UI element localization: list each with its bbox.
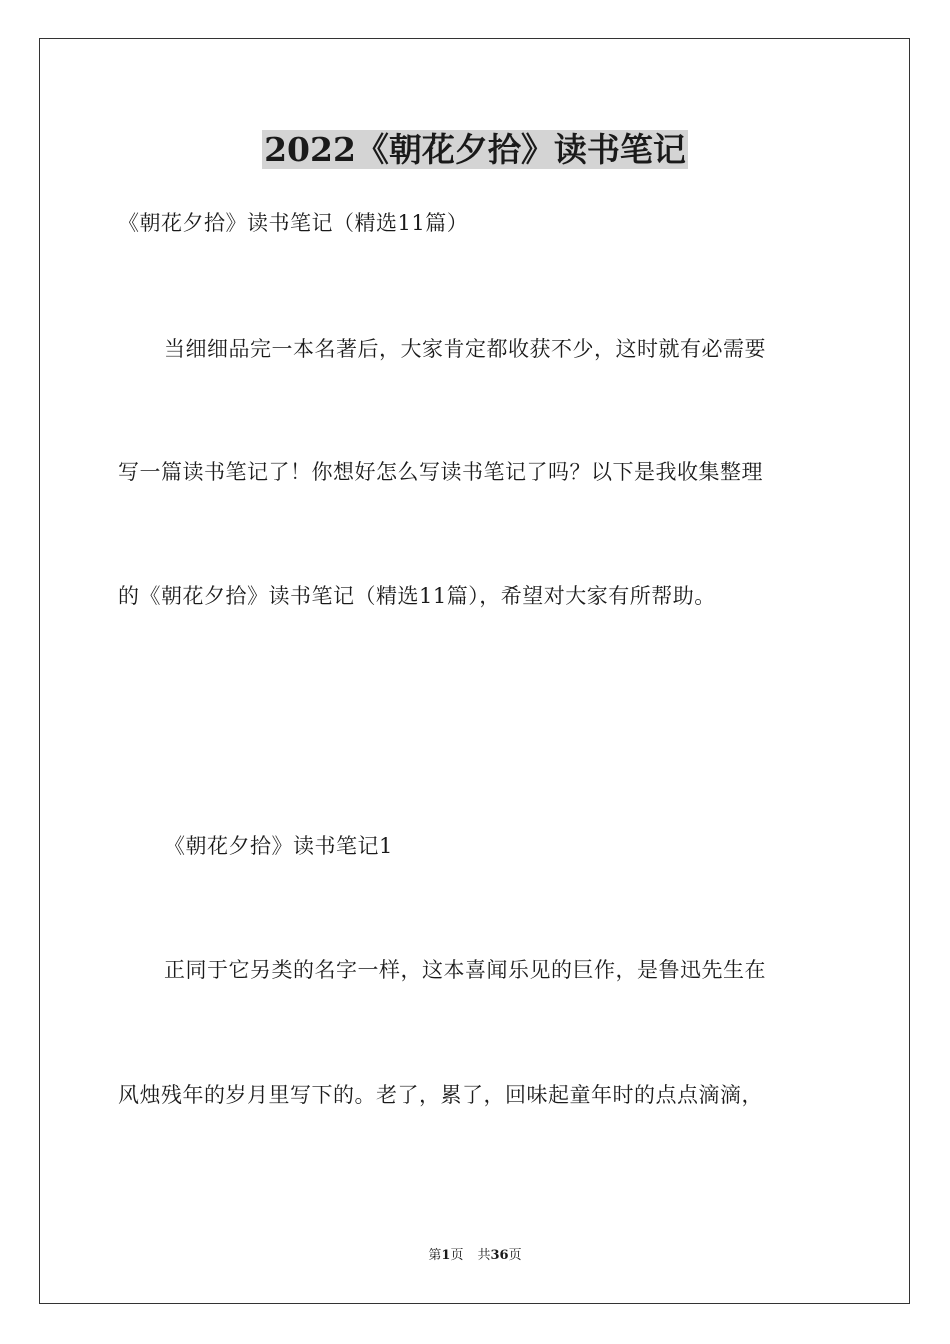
footer-page-prefix: 第 bbox=[428, 1248, 442, 1263]
document-title-text: 2022《朝花夕拾》读书笔记 bbox=[264, 130, 686, 169]
document-title bbox=[0, 128, 950, 172]
footer-total-prefix: 共 bbox=[477, 1248, 491, 1263]
footer-page-suffix: 页 bbox=[450, 1248, 464, 1263]
body-line-1: 正同于它另类的名字一样，这本喜闻乐见的巨作，是鲁迅先生在 bbox=[164, 958, 766, 982]
footer-page-number: 1 bbox=[441, 1248, 451, 1263]
intro-line-2: 写一篇读书笔记了！你想好怎么写读书笔记了吗？以下是我收集整理 bbox=[118, 460, 763, 484]
intro-line-3: 的《朝花夕拾》读书笔记（精选11篇），希望对大家有所帮助。 bbox=[118, 584, 716, 608]
intro-line-1: 当细细品完一本名著后，大家肯定都收获不少，这时就有必需要 bbox=[164, 337, 766, 361]
section-heading: 《朝花夕拾》读书笔记1 bbox=[164, 834, 393, 858]
footer-total-pages: 36 bbox=[490, 1248, 509, 1263]
document-subtitle: 《朝花夕拾》读书笔记（精选11篇） bbox=[118, 211, 469, 235]
body-line-2: 风烛残年的岁月里写下的。老了，累了，回味起童年时的点点滴滴， bbox=[118, 1083, 763, 1107]
footer-total-suffix: 页 bbox=[508, 1248, 522, 1263]
page-footer bbox=[0, 1247, 950, 1265]
